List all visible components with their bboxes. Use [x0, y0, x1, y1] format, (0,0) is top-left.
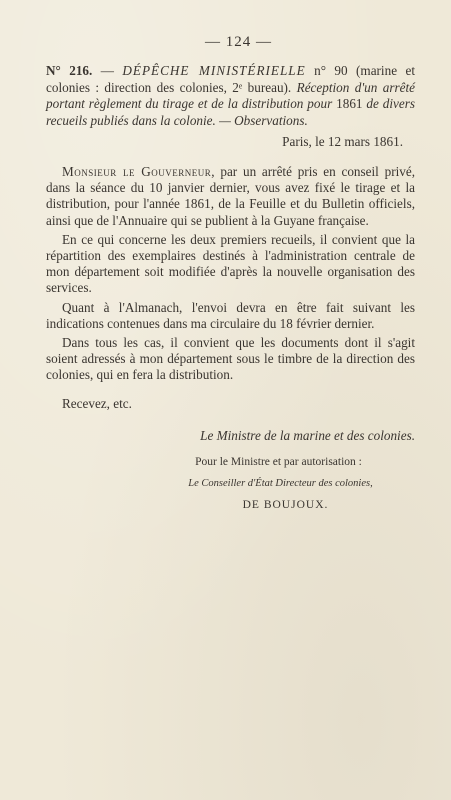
signature-authority: Pour le Ministre et par autorisation :	[195, 455, 362, 468]
dispatch-year: 1861	[336, 96, 363, 111]
paragraph-1-text: , par un arrêté pris en conseil privé, dans la séance du 10 janvier dernier, vous avez fixé le tirage et la distribution, pour l'année 1861, de la Feuille et du Bulletin officiels, ainsi que de l'Annuaire qui se publient à la Guyane française.	[46, 164, 415, 228]
dispatch-subject: Réception d'un arrêté portant règlement du tirage et de la distribution pour	[46, 79, 415, 111]
page-number: — 124 —	[205, 34, 272, 50]
dispatch-subject-end: de divers recueils publiés dans la colonie. — Observations.	[46, 96, 415, 128]
dateline: Paris, le 12 mars 1861.	[282, 134, 403, 149]
paragraph-4: Dans tous les cas, il convient que les documents dont il s'agit soient adressés à mon département sous le timbre de la direction des colonies, qui en fera la distribution.	[46, 335, 415, 383]
paragraph-1	[46, 164, 415, 229]
paragraph-3: Quant à l'Almanach, l'envoi devra en être fait suivant les indications contenues dans ma circulaire du 18 février dernier.	[46, 299, 415, 331]
signature-conseiller: Le Conseiller d'État Directeur des colonies,	[188, 477, 373, 489]
closing: Recevez, etc.	[62, 395, 132, 411]
signature-minister: Le Ministre de la marine et des colonies.	[200, 427, 415, 443]
paragraph-2: En ce qui concerne les deux premiers recueils, il convient que la répartition des exemplaires destinés à l'administration centrale de mon département soit modifiée d'après la nouvelle organisation des services.	[46, 231, 415, 296]
heading-dash: —	[92, 63, 123, 78]
signature-name: DE BOUJOUX.	[242, 498, 329, 511]
dispatch-number: N° 216.	[46, 63, 93, 78]
dispatch-heading	[46, 63, 415, 129]
dispatch-reference: n° 90 (marine et colonies : direction des colonies, 2ᵉ bureau).	[46, 63, 415, 95]
signature-block	[46, 428, 415, 511]
salutation: Monsieur le Gouverneur	[62, 164, 212, 179]
dispatch-title: DÉPÊCHE MINISTÉRIELLE	[122, 63, 306, 78]
